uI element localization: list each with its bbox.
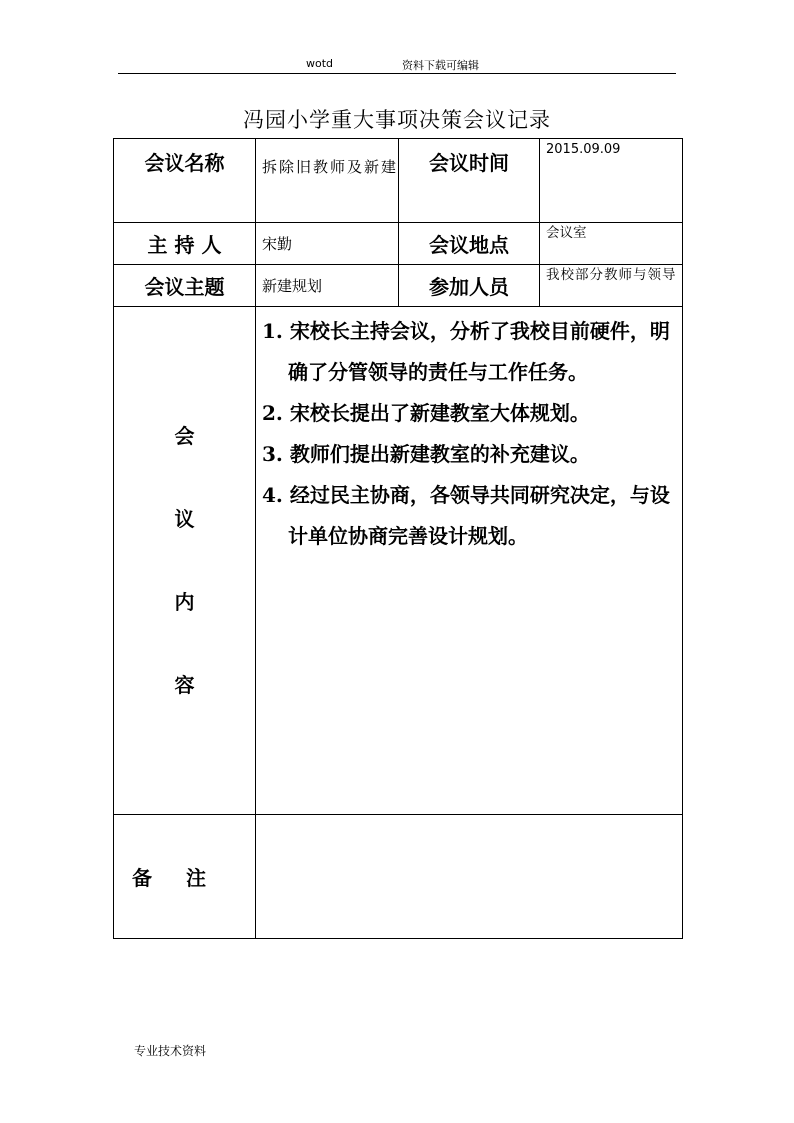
content-list: [262, 311, 676, 557]
topic-value: 新建规划: [256, 265, 399, 307]
content-label-char: 会: [174, 423, 195, 448]
host-label: 主 持 人: [114, 223, 256, 265]
place-label: 会议地点: [399, 223, 540, 265]
meeting-time-label: 会议时间: [399, 139, 540, 223]
content-label: [114, 307, 256, 815]
page-footer: 专业技术资料: [134, 1044, 207, 1058]
page-header: [0, 57, 794, 73]
host-value: 宋勤: [256, 223, 399, 265]
place-value: 会议室: [540, 223, 683, 265]
table-row: [114, 139, 683, 223]
remark-label: 备注: [114, 815, 256, 939]
meeting-record-table: [113, 138, 683, 939]
meeting-name-label: 会议名称: [114, 139, 256, 223]
table-row: [114, 265, 683, 307]
list-item: 1. 宋校长主持会议，分析了我校目前硬件，明确了分管领导的责任与工作任务。: [262, 319, 670, 384]
attendees-label: 参加人员: [399, 265, 540, 307]
table-row: [114, 815, 683, 939]
topic-label: 会议主题: [114, 265, 256, 307]
meeting-name-value: 拆除旧教师及新建: [256, 139, 399, 223]
content-label-char: 容: [174, 672, 195, 697]
list-item: 4. 经过民主协商，各领导共同研究决定，与设计单位协商完善设计规划。: [262, 483, 670, 548]
list-item: 2. 宋校长提出了新建教室大体规划。: [262, 401, 590, 425]
content-label-char: 议: [174, 506, 195, 531]
header-rule: [118, 73, 676, 74]
meeting-time-value: 2015.09.09: [540, 139, 683, 223]
content-body: [256, 307, 683, 815]
table-row: [114, 307, 683, 815]
content-label-char: 内: [174, 589, 195, 614]
attendees-value: 我校部分教师与领导: [540, 265, 683, 307]
list-item: 3. 教师们提出新建教室的补充建议。: [262, 442, 590, 466]
header-right-text: 资料下载可编辑: [402, 59, 479, 72]
document-title: 冯园小学重大事项决策会议记录: [243, 108, 551, 132]
header-left-text: wotd: [306, 57, 334, 70]
table-row: [114, 223, 683, 265]
remark-value: [256, 815, 683, 939]
